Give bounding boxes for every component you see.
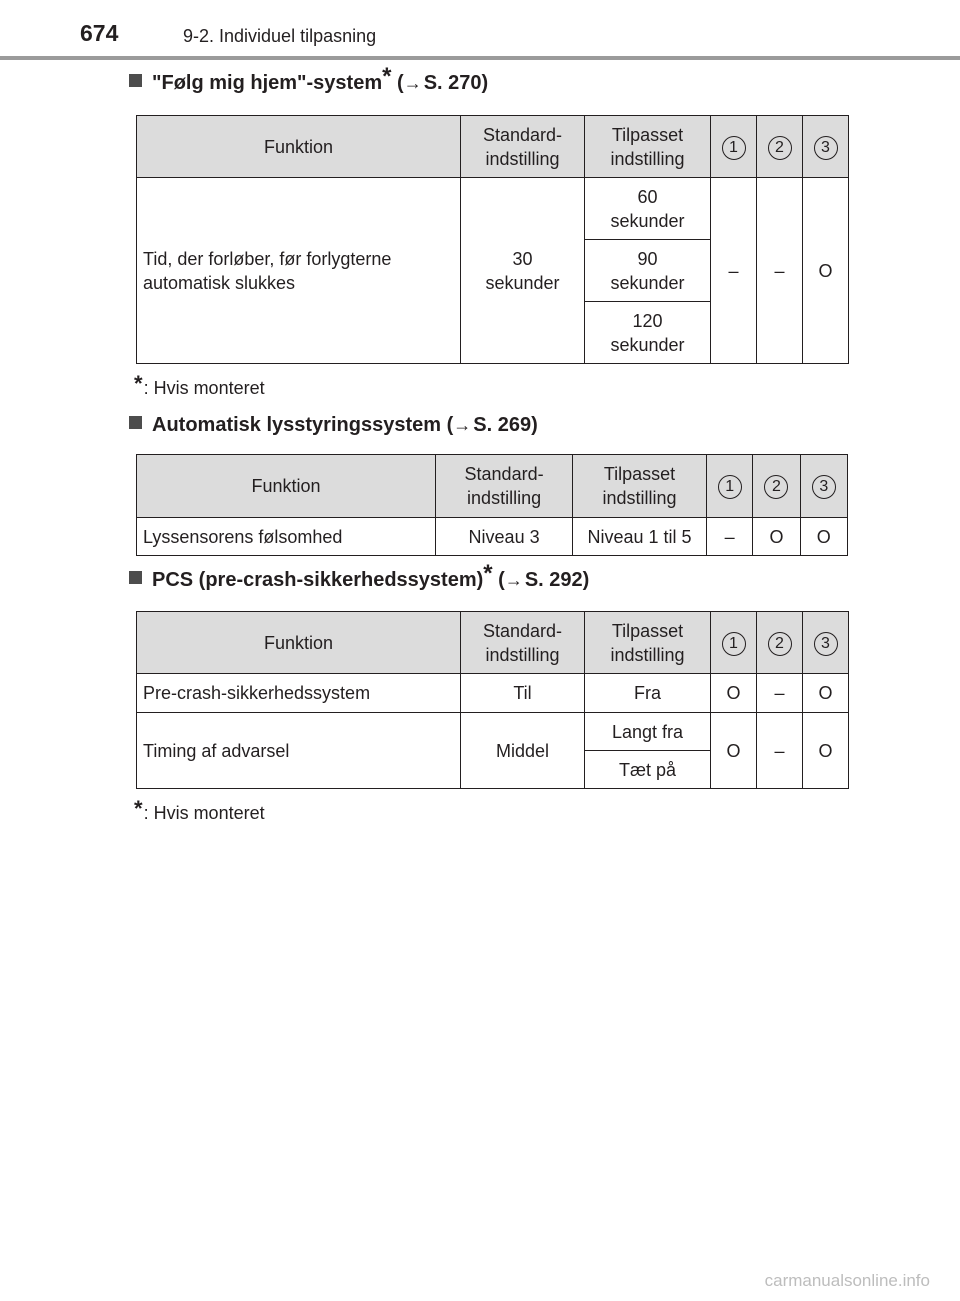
- settings-table-auto-light: [136, 454, 848, 556]
- cell-col-3: O: [803, 674, 849, 713]
- column-header-custom: Tilpasset indstilling: [585, 116, 711, 178]
- arrow-right-icon: →: [453, 415, 472, 435]
- column-header-function: Funktion: [137, 455, 436, 518]
- column-header-1: [706, 455, 752, 518]
- column-header-custom: Tilpasset indstilling: [585, 612, 711, 674]
- cell-default: Niveau 3: [436, 518, 573, 556]
- column-header-default: Standard- indstilling: [461, 116, 585, 178]
- header-rule: [0, 56, 960, 60]
- cell-function: Timing af advarsel: [137, 713, 461, 789]
- ref-open-paren: (: [498, 569, 505, 591]
- cell-col-1: O: [711, 713, 757, 789]
- table-row: [137, 178, 849, 240]
- column-header-1: [711, 116, 757, 178]
- cell-function: Pre-crash-sikkerhedssystem: [137, 674, 461, 713]
- cell-option: Tæt på: [585, 751, 711, 789]
- section-title: "Følg mig hjem"-system: [152, 72, 383, 94]
- column-header-1: [711, 612, 757, 674]
- cell-option: 120 sekunder: [585, 302, 711, 364]
- column-header-custom: Tilpasset indstilling: [573, 455, 707, 518]
- section-heading-auto-light: [129, 412, 538, 438]
- cell-default: Til: [461, 674, 585, 713]
- arrow-right-icon: →: [504, 570, 523, 590]
- cell-col-2: O: [753, 518, 800, 556]
- cell-custom: Niveau 1 til 5: [573, 518, 707, 556]
- square-bullet-icon: [129, 416, 142, 429]
- asterisk-mark: *: [134, 371, 143, 396]
- table-header-row: [137, 612, 849, 674]
- cell-col-3: O: [803, 178, 849, 364]
- ref-open-paren: (: [446, 414, 454, 436]
- footnote-text: : Hvis monteret: [143, 378, 265, 398]
- page-reference: S. 292): [524, 569, 590, 591]
- cell-col-2: –: [757, 713, 803, 789]
- cell-col-1: –: [711, 178, 757, 364]
- cell-option: 90 sekunder: [585, 240, 711, 302]
- cell-col-1: –: [706, 518, 752, 556]
- ref-open-paren: (: [397, 72, 404, 94]
- cell-col-1: O: [711, 674, 757, 713]
- cell-default: 30 sekunder: [461, 178, 585, 364]
- column-header-function: Funktion: [137, 612, 461, 674]
- table-row: [137, 713, 849, 751]
- table-row: [137, 674, 849, 713]
- page-reference: S. 270): [423, 72, 489, 94]
- cell-col-3: O: [800, 518, 847, 556]
- column-header-default: Standard- indstilling: [436, 455, 573, 518]
- page-reference: S. 269): [473, 414, 538, 436]
- chapter-title: 9-2. Individuel tilpasning: [183, 26, 377, 46]
- settings-table-pcs: [136, 611, 849, 789]
- circled-number-2-icon: 2: [768, 632, 792, 656]
- table-row: [137, 518, 848, 556]
- asterisk-mark: *: [382, 63, 392, 90]
- column-header-function: Funktion: [137, 116, 461, 178]
- section-title: Automatisk lysstyringssystem: [152, 414, 442, 436]
- footnote: [134, 796, 265, 824]
- section-heading-pcs: [129, 560, 590, 593]
- circled-number-2-icon: 2: [764, 475, 788, 499]
- cell-col-3: O: [803, 713, 849, 789]
- column-header-3: [803, 116, 849, 178]
- footnote: [134, 371, 265, 399]
- cell-default: Middel: [461, 713, 585, 789]
- footnote-text: : Hvis monteret: [143, 803, 265, 823]
- square-bullet-icon: [129, 74, 142, 87]
- asterisk-mark: *: [134, 796, 143, 821]
- column-header-2: [757, 116, 803, 178]
- cell-col-2: –: [757, 178, 803, 364]
- cell-custom: Fra: [585, 674, 711, 713]
- cell-option: 60 sekunder: [585, 178, 711, 240]
- cell-function: Tid, der forløber, før forlygterne automatisk slukkes: [137, 178, 461, 364]
- circled-number-1-icon: 1: [718, 475, 742, 499]
- column-header-default: Standard- indstilling: [461, 612, 585, 674]
- table-header-row: [137, 116, 849, 178]
- settings-table-follow-me-home: [136, 115, 849, 364]
- cell-function: Lyssensorens følsomhed: [137, 518, 436, 556]
- column-header-2: [757, 612, 803, 674]
- section-title: PCS (pre-crash-sikkerhedssystem): [152, 569, 484, 591]
- asterisk-mark: *: [483, 560, 493, 587]
- cell-col-2: –: [757, 674, 803, 713]
- cell-option: Langt fra: [585, 713, 711, 751]
- column-header-3: [803, 612, 849, 674]
- page-number: 674: [80, 20, 119, 46]
- circled-number-3-icon: 3: [814, 136, 838, 160]
- watermark: carmanualsonline.info: [764, 1271, 930, 1290]
- circled-number-1-icon: 1: [722, 136, 746, 160]
- circled-number-3-icon: 3: [812, 475, 836, 499]
- square-bullet-icon: [129, 571, 142, 584]
- circled-number-3-icon: 3: [814, 632, 838, 656]
- section-heading-follow-me-home: [129, 63, 489, 96]
- column-header-3: [800, 455, 847, 518]
- circled-number-2-icon: 2: [768, 136, 792, 160]
- arrow-right-icon: →: [403, 73, 422, 93]
- column-header-2: [753, 455, 800, 518]
- table-header-row: [137, 455, 848, 518]
- circled-number-1-icon: 1: [722, 632, 746, 656]
